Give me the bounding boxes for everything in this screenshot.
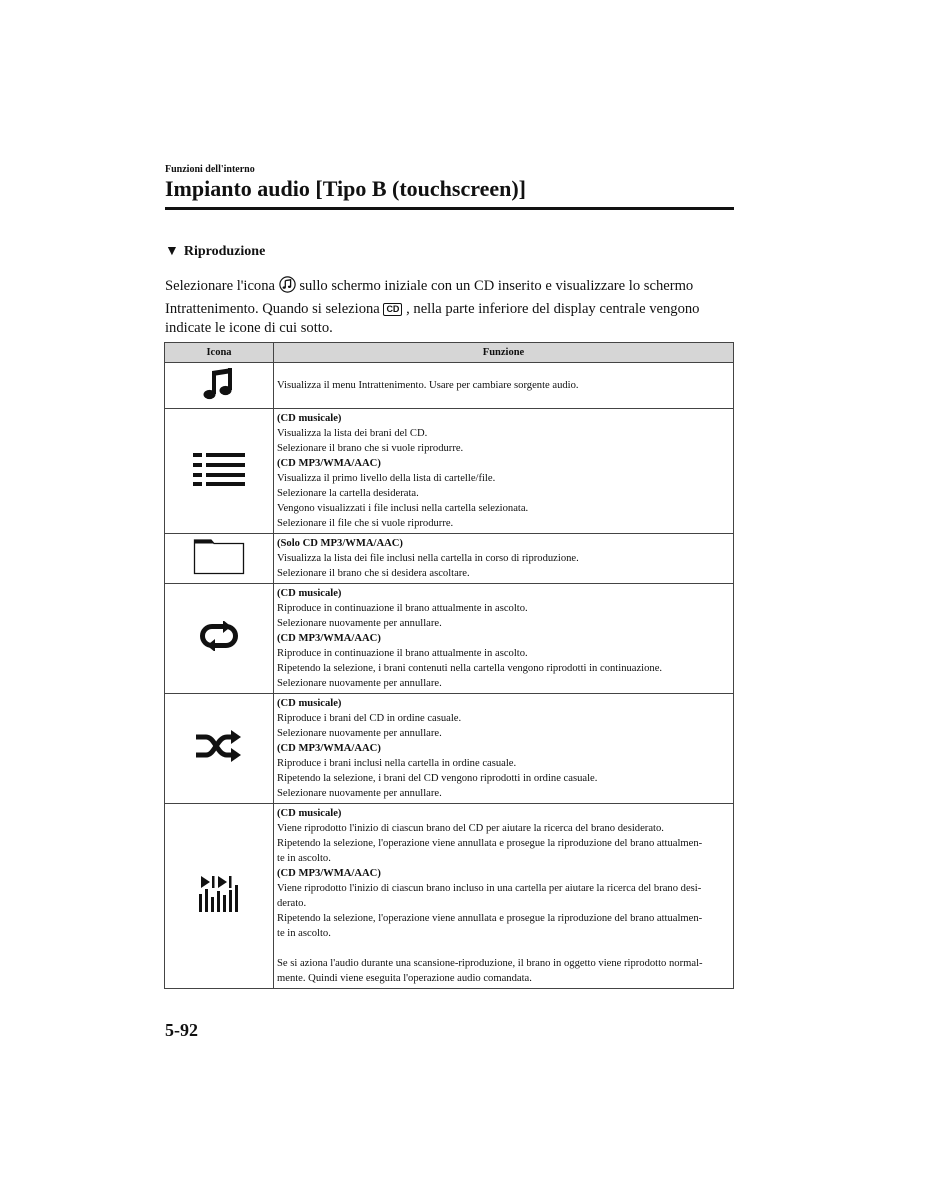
description-line: Selezionare il brano che si vuole riprodurre.: [277, 443, 464, 454]
list-icon: [192, 479, 246, 490]
table-row: [165, 584, 734, 694]
description-line: Riproduce in continuazione il brano attualmente in ascolto.: [277, 648, 528, 659]
description-spacer: [277, 941, 730, 956]
music-note-circle-icon: [279, 276, 296, 300]
intro-part1: Selezionare l'icona: [165, 278, 279, 294]
music-note-icon: [200, 394, 238, 405]
description-line: te in ascolto.: [277, 853, 331, 864]
description-line: (CD musicale): [277, 588, 342, 599]
description-line: derato.: [277, 898, 307, 909]
icon-cell: [165, 694, 274, 804]
icon-cell: [165, 363, 274, 409]
section-label: Funzioni dell'interno: [165, 164, 255, 175]
description-line: Selezionare il file che si vuole riprodurre.: [277, 518, 454, 529]
intro-paragraph: [165, 276, 735, 339]
description-line: Ripetendo la selezione, i brani del CD vengono riprodotti in ordine casuale.: [277, 773, 598, 784]
repeat-icon: [196, 643, 242, 654]
description-line: Selezionare nuovamente per annullare.: [277, 678, 442, 689]
description-line: Riproduce in continuazione il brano attualmente in ascolto.: [277, 603, 528, 614]
function-table: [164, 342, 734, 989]
description-line: Ripetendo la selezione, i brani contenuti nella cartella vengono riprodotti in continuazione.: [277, 663, 663, 674]
description-line: Visualizza il menu Intrattenimento. Usare per cambiare sorgente audio.: [277, 380, 579, 391]
description-line: Selezionare nuovamente per annullare.: [277, 728, 442, 739]
page-number: 5-92: [165, 1020, 198, 1040]
description-line: Riproduce i brani del CD in ordine casuale.: [277, 713, 462, 724]
scan-icon: [197, 905, 241, 916]
description-cell: [274, 694, 734, 804]
icon-cell: [165, 409, 274, 534]
description-line: Selezionare nuovamente per annullare.: [277, 618, 442, 629]
table-row: [165, 804, 734, 989]
table-row: [165, 409, 734, 534]
intro-part3: , nella parte inferiore del display centrale vengono indicate le icone di cui sotto.: [165, 300, 700, 336]
description-line: Selezionare nuovamente per annullare.: [277, 788, 442, 799]
shuffle-icon: [195, 755, 243, 766]
description-line: (Solo CD MP3/WMA/AAC): [277, 538, 403, 549]
table-row: [165, 534, 734, 584]
table-row: [165, 363, 734, 409]
description-line: (CD musicale): [277, 808, 342, 819]
triangle-marker-icon: ▼: [165, 244, 179, 259]
subheading-text: Riproduzione: [183, 244, 266, 259]
page-title: Impianto audio [Tipo B (touchscreen)]: [165, 176, 527, 201]
table-row: [165, 694, 734, 804]
description-line: Viene riprodotto l'inizio di ciascun brano del CD per aiutare la ricerca del brano desiderato.: [277, 823, 664, 834]
description-line: (CD musicale): [277, 698, 342, 709]
title-rule: [165, 207, 734, 210]
subheading: [165, 244, 265, 260]
description-line: Vengono visualizzati i file inclusi nella cartella selezionata.: [277, 503, 529, 514]
table-header-row: [165, 343, 734, 363]
description-line: Visualizza la lista dei brani del CD.: [277, 428, 428, 439]
description-line: Visualizza la lista dei file inclusi nella cartella in corso di riproduzione.: [277, 553, 579, 564]
description-line: Selezionare il brano che si desidera ascoltare.: [277, 568, 470, 579]
description-line: Viene riprodotto l'inizio di ciascun brano incluso in una cartella per aiutare la ricerca del brano desi-: [277, 883, 702, 894]
description-cell: [274, 534, 734, 584]
header-funzione: Funzione: [274, 343, 734, 363]
icon-cell: [165, 804, 274, 989]
description-line: (CD musicale): [277, 413, 342, 424]
description-line: Ripetendo la selezione, l'operazione viene annullata e prosegue la riproduzione del brano attualmen-: [277, 838, 703, 849]
description-line: (CD MP3/WMA/AAC): [277, 458, 381, 469]
icon-cell: [165, 584, 274, 694]
description-line: Ripetendo la selezione, l'operazione viene annullata e prosegue la riproduzione del brano attualmen-: [277, 913, 703, 924]
intro-part2: sullo schermo iniziale con un CD inserito e visualizzare lo schermo Intrattenimento. Quando si seleziona: [165, 278, 694, 317]
description-cell: [274, 409, 734, 534]
icon-cell: [165, 534, 274, 584]
description-line: mente. Quindi viene eseguita l'operazione audio comandata.: [277, 973, 532, 984]
description-line: Se si aziona l'audio durante una scansione-riproduzione, il brano in oggetto viene riprodotto normal-: [277, 958, 703, 969]
description-line: Riproduce i brani inclusi nella cartella in ordine casuale.: [277, 758, 517, 769]
description-cell: [274, 584, 734, 694]
description-line: Visualizza il primo livello della lista di cartelle/file.: [277, 473, 496, 484]
description-line: (CD MP3/WMA/AAC): [277, 868, 381, 879]
description-line: te in ascolto.: [277, 928, 331, 939]
header-icona: Icona: [165, 343, 274, 363]
description-line: (CD MP3/WMA/AAC): [277, 743, 381, 754]
cd-badge-icon: CD: [383, 303, 402, 316]
folder-icon: [193, 567, 245, 578]
description-line: Selezionare la cartella desiderata.: [277, 488, 419, 499]
description-cell: [274, 804, 734, 989]
description-line: (CD MP3/WMA/AAC): [277, 633, 381, 644]
description-cell: [274, 363, 734, 409]
